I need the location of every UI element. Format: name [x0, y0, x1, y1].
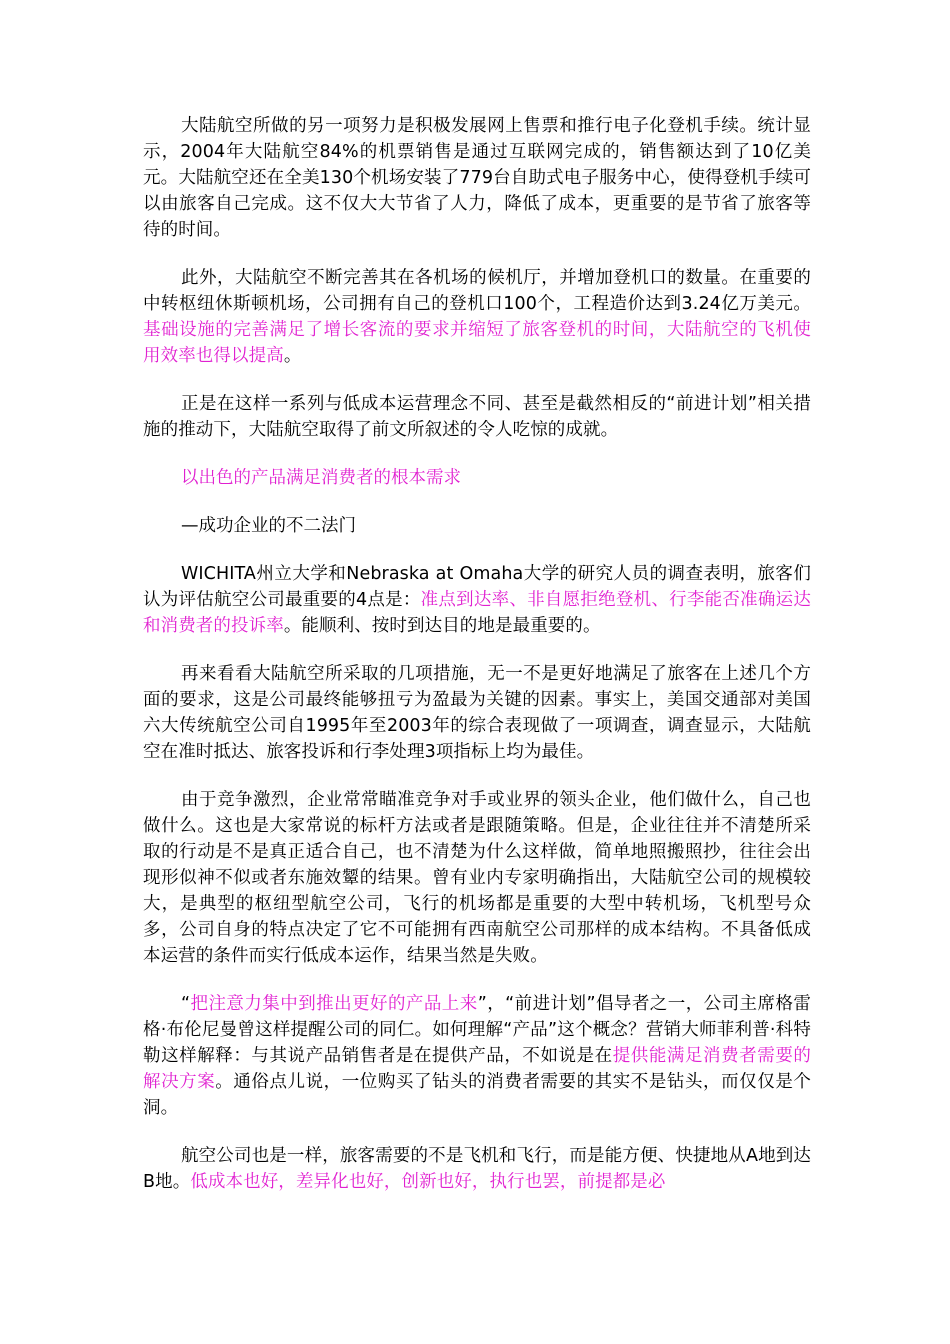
text-segment: 大陆航空所做的另一项努力是积极发展网上售票和推行电子化登机手续。统计显示，2004年大陆航空84%的机票销售是通过互联网完成的，销售额达到了10亿美元。大陆航空还在全美130个机场安装了779台自助式电子服务中心，使得登机手续可以由旅客自己完成。这不仅大大节省了人力，降低了成本，更重要的是节省了旅客等待的时间。 — [143, 116, 811, 240]
text-segment: 再来看看大陆航空所采取的几项措施，无一不是更好地满足了旅客在上述几个方面的要求，这是公司最终能够扭亏为盈最为关键的因素。事实上，美国交通部对美国六大传统航空公司自1995年至2003年的综合表现做了一项调查，调查显示，大陆航空在准时抵达、旅客投诉和行李处理3项指标上均为最佳。 — [143, 664, 811, 762]
text-segment: 此外，大陆航空不断完善其在各机场的候机厅，并增加登机口的数量。在重要的中转枢纽休斯顿机场，公司拥有自己的登机口100个，工程造价达到3.24亿万美元。 — [143, 268, 811, 314]
highlighted-heading-text: 以出色的产品满足消费者的根本需求 — [181, 468, 461, 488]
paragraph-airport-facilities — [143, 265, 811, 369]
document-page — [143, 113, 811, 1217]
paragraph-benchmarking — [143, 787, 811, 969]
text-segment: “ — [181, 994, 191, 1014]
text-segment: 。能顺利、按时到达目的地是最重要的。 — [283, 616, 601, 636]
text-segment: 航空公司也是一样，旅客需要的不是飞机和飞行，而是能方便、快捷地从A地到达B地。 — [143, 1146, 811, 1192]
highlighted-text-segment: 基础设施的完善满足了增长客流的要求并缩短了旅客登机的时间，大陆航空的飞机使用效率也得以提高 — [143, 320, 811, 366]
text-segment: 由于竞争激烈，企业常常瞄准竞争对手或业界的领头企业，他们做什么，自己也做什么。这也是大家常说的标杆方法或者是跟随策略。但是，企业往往并不清楚所采取的行动是不是真正适合自己，也不清楚为什么这样做，简单地照搬照抄，往往会出现形似神不似或者东施效颦的结果。曾有业内专家明确指出，大陆航空公司的规模较大，是典型的枢纽型航空公司，飞行的机场都是重要的大型中转机场，飞机型号众多，公司自身的特点决定了它不可能拥有西南航空公司那样的成本结构。不具备低成本运营的条件而实行低成本运作，结果当然是失败。 — [143, 790, 811, 966]
highlighted-text-segment: 提供能满足消费者需要的解决方案 — [143, 1046, 811, 1092]
highlighted-text-segment: 把注意力集中到推出更好的产品上来 — [190, 994, 478, 1014]
highlighted-text-segment: 准点到达率、非自愿拒绝登机、行李能否准确运达和消费者的投诉率 — [143, 590, 811, 636]
paragraph-measures-review — [143, 661, 811, 765]
text-segment: 。 — [283, 346, 302, 366]
text-segment: 。通俗点儿说，一位购买了钻头的消费者需要的其实不是钻头，而仅仅是个洞。 — [143, 1072, 811, 1118]
paragraph-research-findings — [143, 561, 811, 639]
paragraph-forward-plan — [143, 391, 811, 443]
paragraph-online-ticketing — [143, 113, 811, 243]
section-subheading — [143, 513, 811, 539]
highlighted-text-segment: 低成本也好，差异化也好，创新也好，执行也罢，前提都是必 — [190, 1172, 666, 1192]
text-segment: ”，“前进计划”倡导者之一，公司主席格雷格·布伦尼曼曾这样提醒公司的同仁。如何理解“产品”这个概念？营销大师菲利普·科特勒这样解释：与其说产品销售者是在提供产品，不如说是在 — [143, 994, 811, 1066]
paragraph-airline-needs — [143, 1143, 811, 1195]
paragraph-product-focus — [143, 991, 811, 1121]
text-segment: 正是在这样一系列与低成本运营理念不同、甚至是截然相反的“前进计划”相关措施的推动下，大陆航空取得了前文所叙述的令人吃惊的成就。 — [143, 394, 811, 440]
text-segment: WICHITA州立大学和Nebraska at Omaha大学的研究人员的调查表明，旅客们认为评估航空公司最重要的4点是： — [143, 564, 811, 610]
section-heading — [143, 465, 811, 491]
subheading-text: —成功企业的不二法门 — [181, 516, 356, 536]
